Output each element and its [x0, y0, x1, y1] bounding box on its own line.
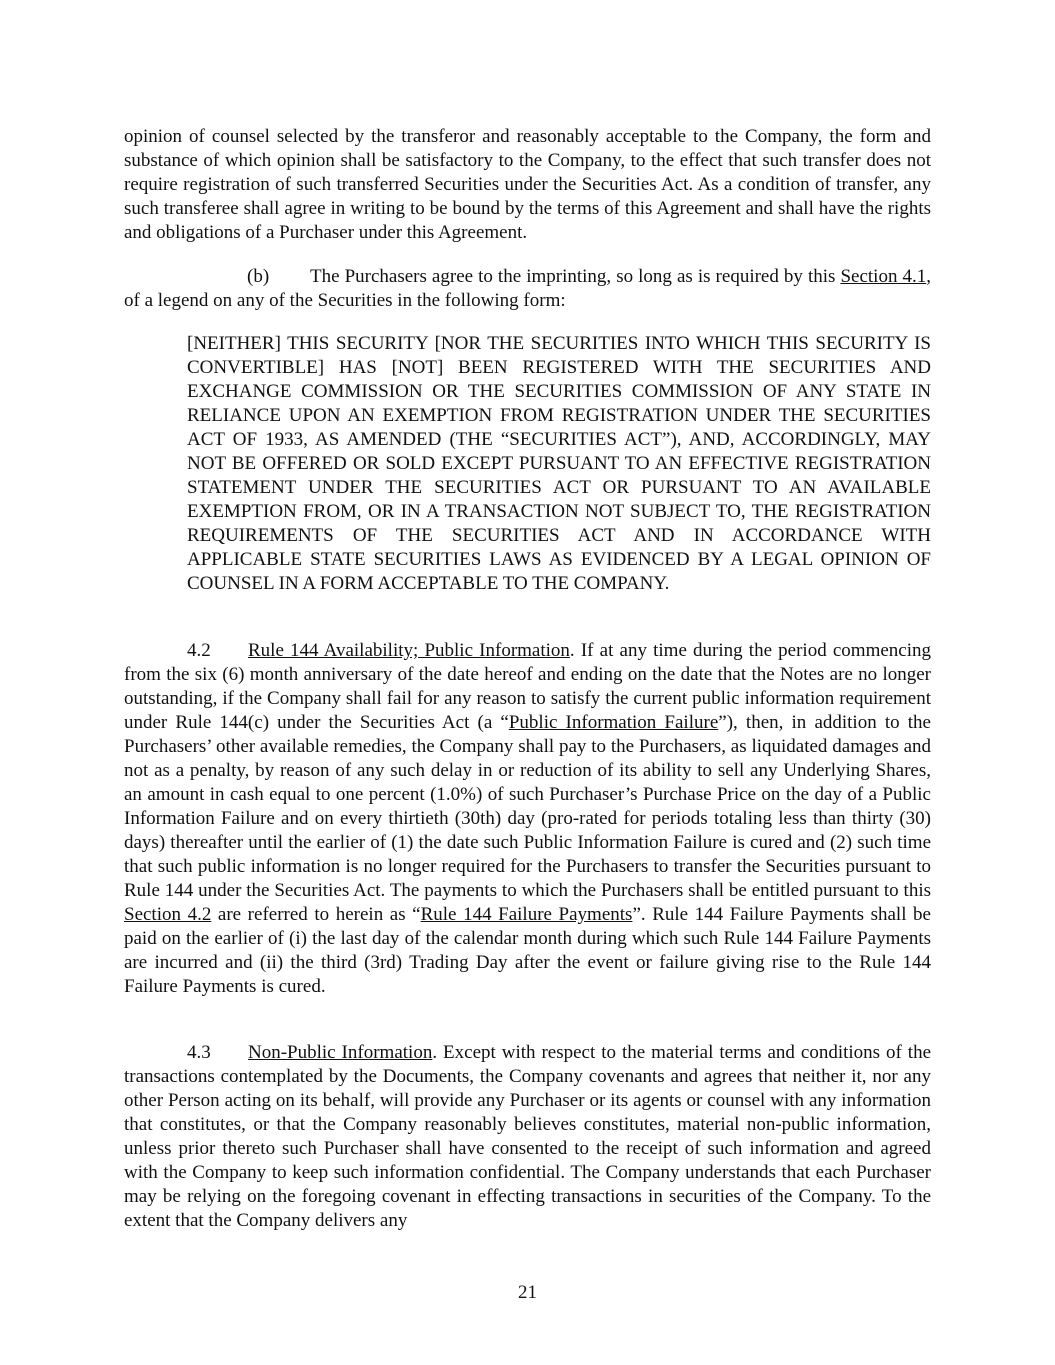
paragraph-text: are referred to herein as “ [211, 904, 421, 925]
paragraph-text: ”), then, in addition to the Purchasers’ other available remedies, the Company shall pay to the Purchasers, as liquidated damages and not as a penalty, by reason of any such delay in or reduction of its ability to sell any Underlying Shares, an amount in cash equal to one percent (1.0%) of such Purchaser’s Purchase Price on the day of a Public Information Failure and on every thirtieth (30th) day (pro-rated for periods totaling less than thirty (30) days) thereafter until the earlier of (1) the date such Public Information Failure is cured and (2) such time that such public information is no longer required for the Purchasers to transfer the Securities pursuant to Rule 144 under the Securities Act. The payments to which the Purchasers shall be entitled pursuant to this [124, 712, 931, 901]
paragraph-text: , of a legend on any of the Securities in the following form: [124, 266, 931, 311]
section-number: 4.2 [187, 640, 211, 661]
defined-term: Public Information Failure [508, 712, 719, 733]
paragraph-text: . If at any time during the period commencing from the six (6) month anniversary of the date hereof and ending on the date that the Notes are no longer outstanding, if the Company shall fail for any reason to satisfy the current public information requirement under Rule 144(c) under the Securities Act (a “ [124, 640, 932, 733]
paragraph-legend-intro [124, 265, 931, 313]
securities-legend [187, 332, 931, 596]
paragraph-text: . Except with respect to the material terms and conditions of the transactions contemplated by the Documents, the Company covenants and agrees that neither it, nor any other Person acting on its behalf, will provide any Purchaser or its agents or counsel with any information that constitutes, or that the Company reasonably believes constitutes, material non-public information, unless prior thereto such Purchaser shall have consented to the receipt of such information and agreed with the Company to keep such information confidential. The Company understands that each Purchaser may be relying on the foregoing covenant in effecting transactions in securities of the Company. To the extent that the Company delivers any [124, 1042, 932, 1231]
paragraph-text: The Purchasers agree to the imprinting, so long as is required by this [310, 266, 841, 287]
section-heading: Non-Public Information [248, 1042, 433, 1063]
clause-marker: (b) [247, 266, 270, 287]
page-number: 21 [518, 1282, 537, 1303]
section-reference: Section 4.2 [124, 904, 212, 925]
section-reference: Section 4.1 [840, 266, 927, 287]
defined-term: Rule 144 Failure Payments [420, 904, 633, 925]
section-4-2 [124, 639, 931, 999]
paragraph-transfer-opinion [124, 125, 931, 245]
section-number: 4.3 [187, 1042, 211, 1063]
section-heading: Rule 144 Availability; Public Information [248, 640, 570, 661]
paragraph-text: opinion of counsel selected by the transferor and reasonably acceptable to the Company, the form and substance of which opinion shall be satisfactory to the Company, to the effect that such transfer does not require registration of such transferred Securities under the Securities Act. As a condition of transfer, any such transferee shall agree in writing to be bound by the terms of this Agreement and shall have the rights and obligations of a Purchaser under this Agreement. [124, 126, 931, 243]
paragraph-text: ”. Rule 144 Failure Payments shall be paid on the earlier of (i) the last day of the calendar month during which such Rule 144 Failure Payments are incurred and (ii) the third (3rd) Trading Day after the event or failure giving rise to the Rule 144 Failure Payments is cured. [124, 904, 931, 997]
section-4-3 [124, 1041, 931, 1233]
legend-text: [NEITHER] THIS SECURITY [NOR THE SECURITIES INTO WHICH THIS SECURITY IS CONVERTIBLE] HAS [NOT] BEEN REGISTERED WITH THE SECURITIES AND EXCHANGE COMMISSION OR THE SECURITIES COMMISSION OF ANY STATE IN RELIANCE UPON AN EXEMPTION FROM REGISTRATION UNDER THE SECURITIES ACT OF 1933, AS AMENDED (THE “SECURITIES ACT”), AND, ACCORDINGLY, MAY NOT BE OFFERED OR SOLD EXCEPT PURSUANT TO AN EFFECTIVE REGISTRATION STATEMENT UNDER THE SECURITIES ACT OR PURSUANT TO AN AVAILABLE EXEMPTION FROM, OR IN A TRANSACTION NOT SUBJECT TO, THE REGISTRATION REQUIREMENTS OF THE SECURITIES ACT AND IN ACCORDANCE WITH APPLICABLE STATE SECURITIES LAWS AS EVIDENCED BY A LEGAL OPINION OF COUNSEL IN A FORM ACCEPTABLE TO THE COMPANY. [187, 333, 931, 594]
